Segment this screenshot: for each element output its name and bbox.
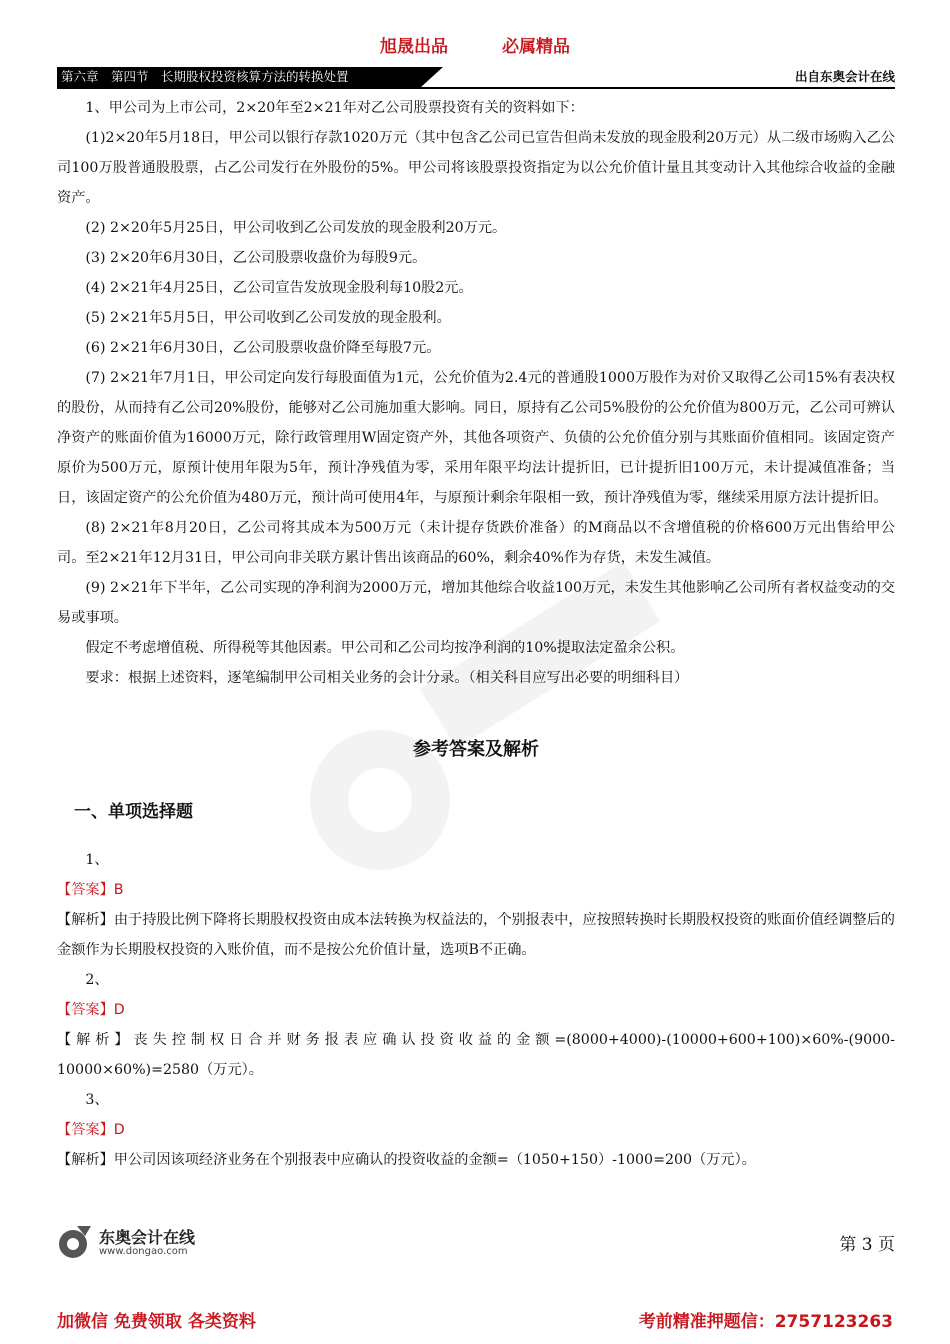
question-item-9: (9) 2×21年下半年，乙公司实现的净利润为2000万元，增加其他综合收益100万元，未发生其他影响乙公司所有者权益变动的交易或事项。 bbox=[57, 580, 895, 626]
answer-2-number: 2、 bbox=[85, 972, 109, 988]
answer-value: D bbox=[113, 1122, 125, 1138]
answer-2-answer bbox=[57, 995, 895, 1025]
answer-value: B bbox=[113, 882, 124, 898]
page-header bbox=[57, 67, 895, 89]
question-item-7: (7) 2×21年7月1日，甲公司定向发行每股面值为1元，公允价值为2.4元的普通股1000万股作为对价又取得乙公司15%有表决权的股份，从而持有乙公司20%股份，能够对乙公司施加重大影响。同日，原持有乙公司5%股份的公允价值为800万元，乙公司可辨认净资产的账面价值为16000万元，除行政管理用W固定资产外，其他各项资产、负债的公允价值分别与其账面价值相同。该固定资产原价为500万元，原预计使用年限为5年，预计净残值为零，采用年限平均法计提折旧，已计提折旧100万元，未计提减值准备；当日，该固定资产的公允价值为480万元，预计尚可使用4年，与原预计剩余年限相一致，预计净残值为零，继续采用原方法计提折旧。 bbox=[57, 370, 895, 506]
page-footer bbox=[57, 1224, 895, 1264]
analysis-text: 由于持股比例下降将长期股权投资由成本法转换为权益法的，个别报表中，应按照转换时长期股权投资的账面价值经调整后的金额作为长期股权投资的入账价值，而不是按公允价值计量，选项B不正确。 bbox=[57, 912, 895, 958]
question-item-4: (4) 2×21年4月25日，乙公司宣告发放现金股利每10股2元。 bbox=[85, 280, 473, 296]
analysis-label: 【解析】 bbox=[57, 1032, 134, 1048]
answer-1-answer bbox=[57, 875, 895, 905]
answer-1-analysis bbox=[57, 905, 895, 965]
answer-3-answer bbox=[57, 1115, 895, 1145]
bottom-promo-left: 加微信 免费领取 各类资料 bbox=[57, 1312, 256, 1332]
analysis-label: 【解析】 bbox=[57, 912, 114, 928]
logo-name: 东奥会计在线 bbox=[99, 1228, 196, 1247]
dongao-logo-icon bbox=[57, 1224, 93, 1260]
answer-label: 【答案】 bbox=[57, 882, 114, 898]
answer-value: D bbox=[113, 1002, 125, 1018]
logo-url: www.dongao.com bbox=[99, 1246, 188, 1257]
answer-label: 【答案】 bbox=[57, 1002, 114, 1018]
question-item-2: (2) 2×20年5月25日，甲公司收到乙公司发放的现金股利20万元。 bbox=[85, 220, 507, 236]
analysis-text: 丧失控制权日合并财务报表应确认投资收益的金额=(8000+4000)-(10000+600+100)×60%-(9000-10000×60%)=2580（万元）。 bbox=[57, 1032, 895, 1078]
question-item-3: (3) 2×20年6月30日，乙公司股票收盘价为每股9元。 bbox=[85, 250, 427, 266]
bottom-promo-right: 考前精准押题信：2757123263 bbox=[638, 1312, 893, 1332]
answers-title: 参考答案及解析 bbox=[413, 739, 539, 760]
banner-right: 必属精品 bbox=[501, 37, 570, 57]
answer-label: 【答案】 bbox=[57, 1122, 114, 1138]
top-banner bbox=[0, 32, 950, 57]
analysis-text: 甲公司因该项经济业务在个别报表中应确认的投资收益的金额=（1050+150）-1000=200（万元）。 bbox=[113, 1152, 756, 1168]
section-title: 一、单项选择题 bbox=[74, 802, 193, 822]
header-source: 出自东奥会计在线 bbox=[794, 69, 895, 84]
answer-2-analysis bbox=[57, 1025, 895, 1085]
banner-left: 旭晟出品 bbox=[380, 37, 449, 57]
question-intro: 1、甲公司为上市公司，2×20年至2×21年对乙公司股票投资有关的资料如下： bbox=[85, 100, 584, 116]
document-body bbox=[57, 93, 895, 1175]
question-item-6: (6) 2×21年6月30日，乙公司股票收盘价降至每股7元。 bbox=[85, 340, 441, 356]
question-item-1: (1)2×20年5月18日，甲公司以银行存款1020万元（其中包含乙公司已宣告但尚未发放的现金股利20万元）从二级市场购入乙公司100万股普通股股票，占乙公司发行在外股份的5%。甲公司将该股票投资指定为以公允价值计量且其变动计入其他综合收益的金融资产。 bbox=[57, 130, 895, 206]
chapter-title: 第六章 第四节 长期股权投资核算方法的转换处置 bbox=[57, 67, 421, 87]
question-requirement: 要求：根据上述资料，逐笔编制甲公司相关业务的会计分录。（相关科目应写出必要的明细科目） bbox=[85, 670, 689, 686]
question-item-8: (8) 2×21年8月20日，乙公司将其成本为500万元（未计提存货跌价准备）的M商品以不含增值税的价格600万元出售给甲公司。至2×21年12月31日，甲公司向非关联方累计售出该商品的60%，剩余40%作为存货，未发生减值。 bbox=[57, 520, 895, 566]
answer-3-number: 3、 bbox=[85, 1092, 109, 1108]
question-item-5: (5) 2×21年5月5日，甲公司收到乙公司发放的现金股利。 bbox=[85, 310, 451, 326]
answer-3-analysis bbox=[57, 1145, 895, 1175]
answer-1-number: 1、 bbox=[85, 852, 109, 868]
page-number: 第 3 页 bbox=[839, 1235, 895, 1255]
analysis-label: 【解析】 bbox=[57, 1152, 114, 1168]
question-assumption: 假定不考虑增值税、所得税等其他因素。甲公司和乙公司均按净利润的10%提取法定盈余公积。 bbox=[85, 640, 685, 656]
